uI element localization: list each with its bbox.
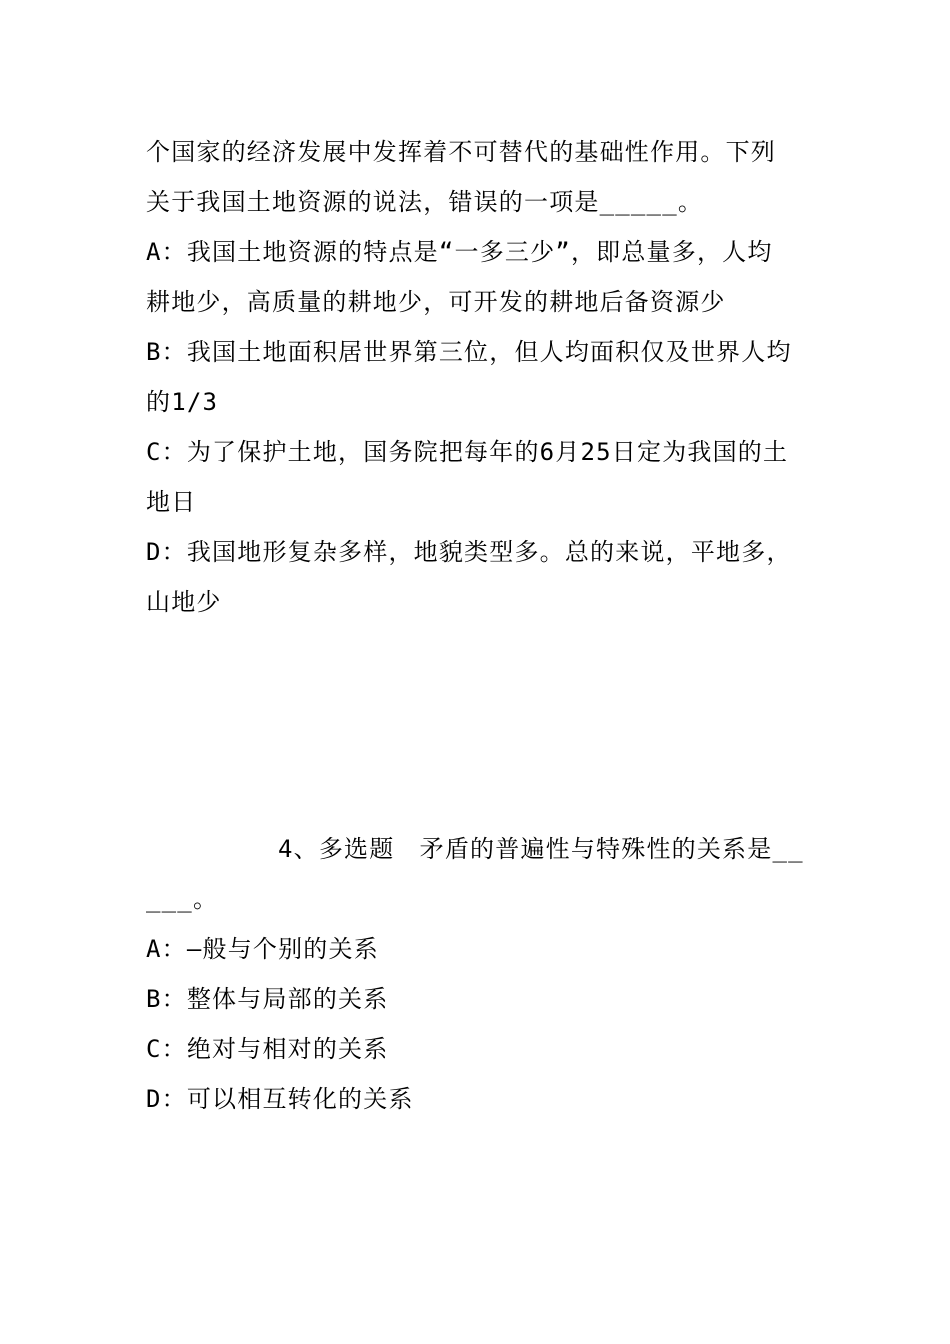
question-4-option-a: A：—般与个别的关系 bbox=[146, 935, 379, 963]
question-4-option-d: D：可以相互转化的关系 bbox=[146, 1085, 414, 1113]
question-3-option-a: A：我国土地资源的特点是“一多三少”，即总量多，人均 bbox=[146, 238, 773, 266]
question-3-option-c-continued: 地日 bbox=[146, 488, 197, 516]
question-3-option-c: C：为了保护土地，国务院把每年的6月25日定为我国的土 bbox=[146, 438, 789, 466]
question-3-stem-continued: 关于我国土地资源的说法，错误的一项是_____。 bbox=[146, 188, 704, 216]
question-3-stem: 个国家的经济发展中发挥着不可替代的基础性作用。下列 bbox=[146, 138, 776, 166]
question-4-stem-continued: ___。 bbox=[146, 885, 219, 913]
question-4-stem: 4、多选题 矛盾的普遍性与特殊性的关系是__ bbox=[278, 835, 804, 863]
question-3-option-b: B：我国土地面积居世界第三位，但人均面积仅及世界人均 bbox=[146, 338, 792, 366]
question-3-option-d-continued: 山地少 bbox=[146, 588, 222, 616]
question-4-option-c: C：绝对与相对的关系 bbox=[146, 1035, 389, 1063]
question-3-option-b-continued: 的1/3 bbox=[146, 388, 219, 416]
question-3-option-a-continued: 耕地少，高质量的耕地少，可开发的耕地后备资源少 bbox=[146, 288, 726, 316]
question-3-option-d: D：我国地形复杂多样，地貌类型多。总的来说，平地多， bbox=[146, 538, 792, 566]
question-4-option-b: B：整体与局部的关系 bbox=[146, 985, 389, 1013]
